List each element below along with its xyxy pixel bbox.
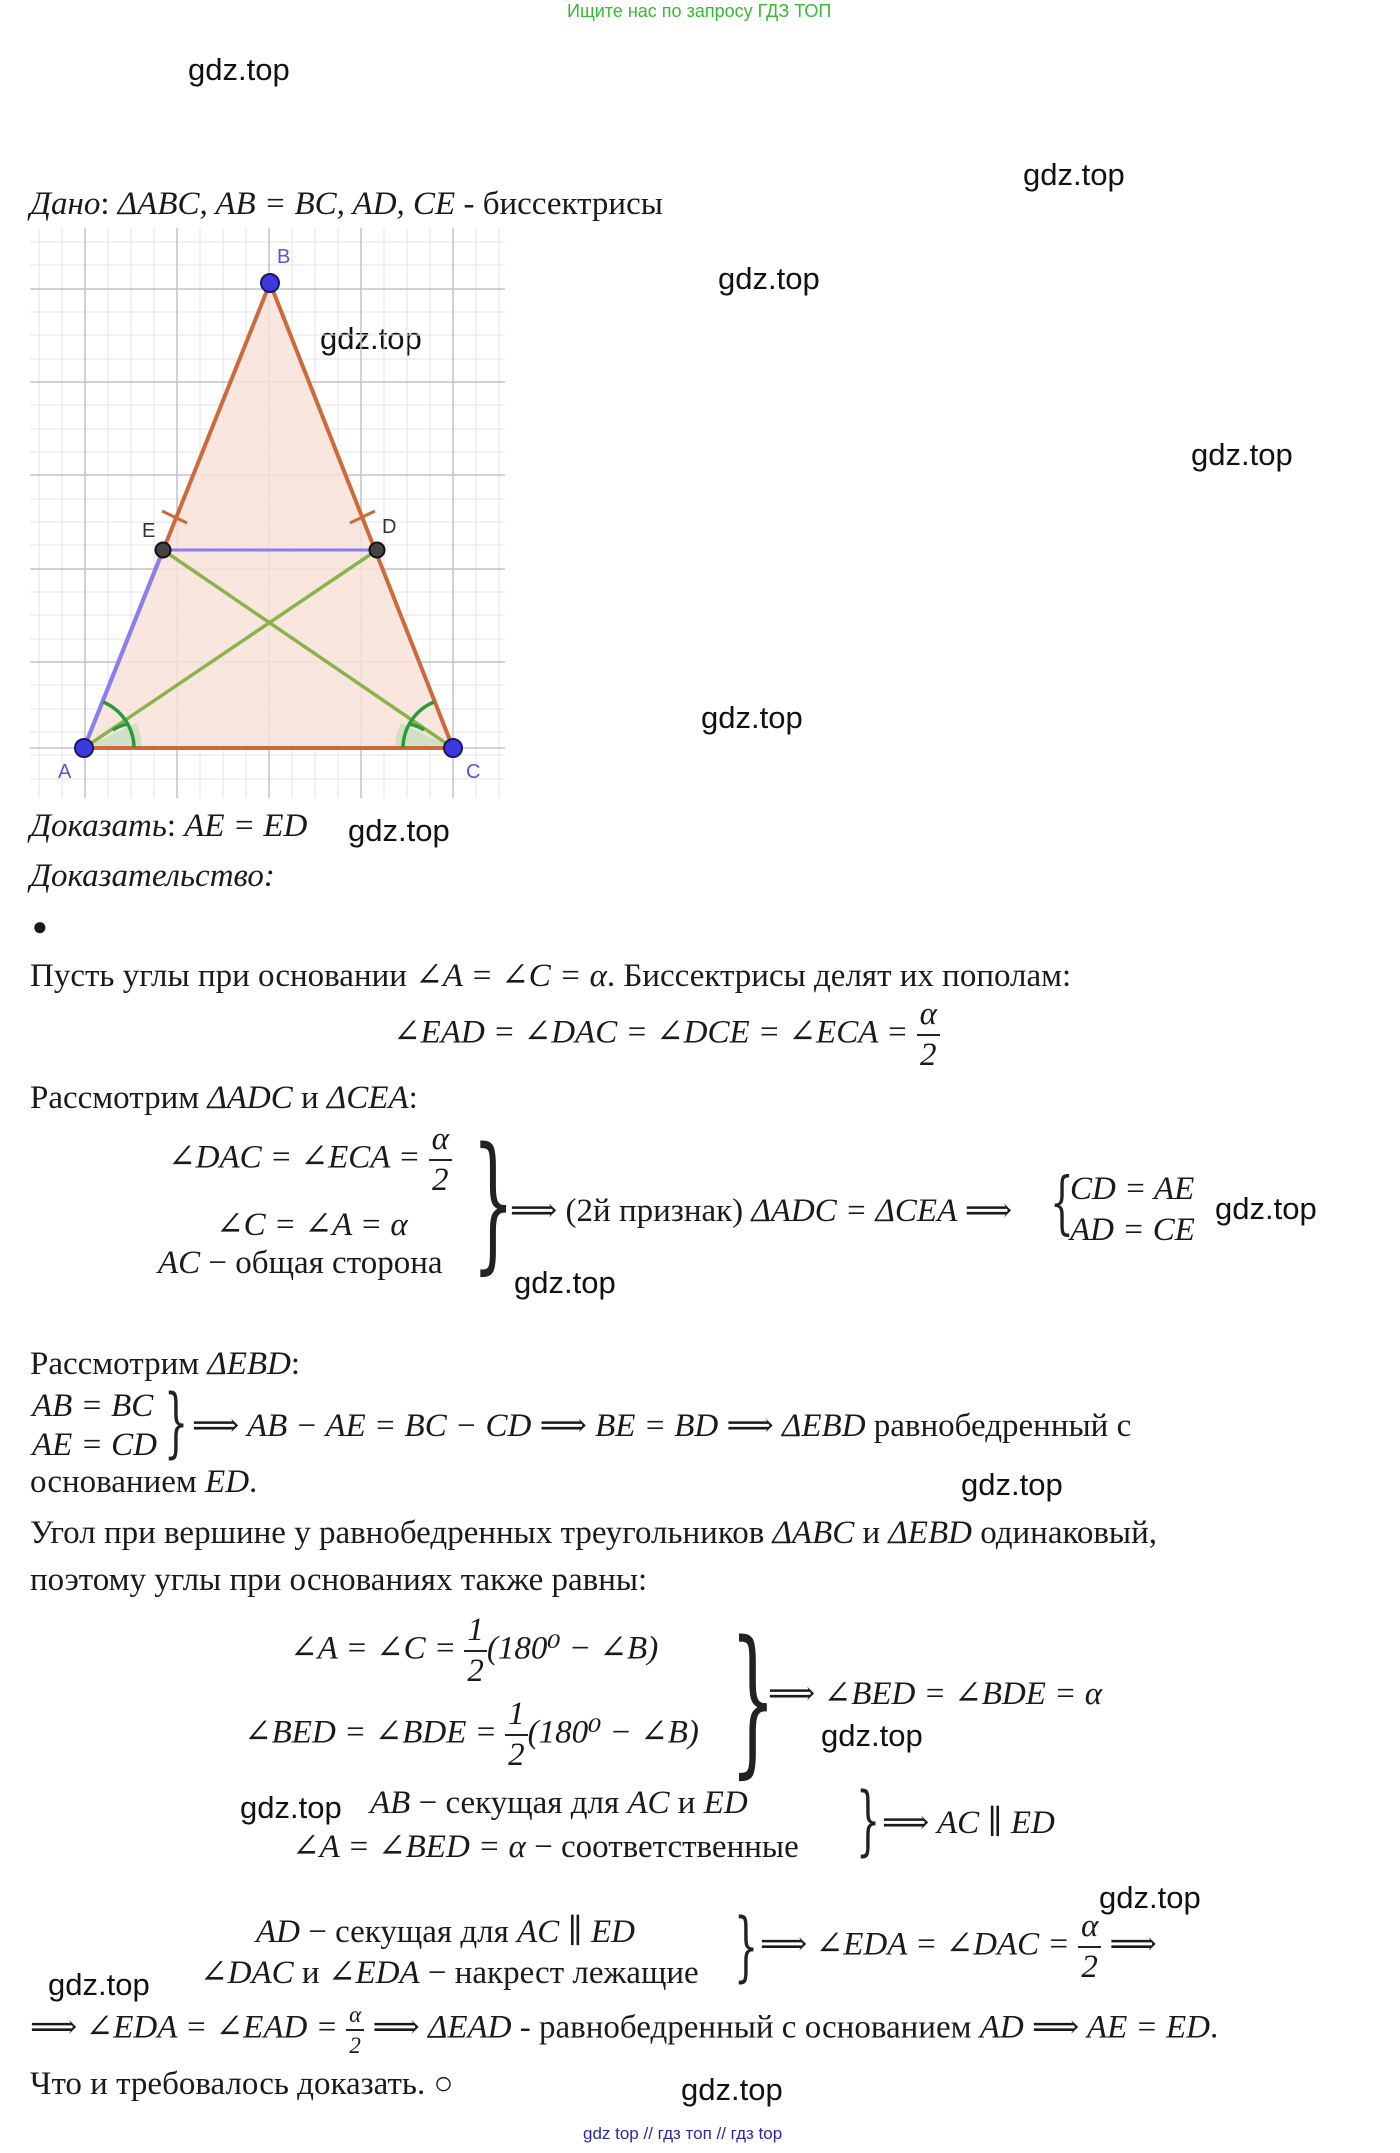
watermark-13: gdz.top — [1099, 1880, 1201, 1915]
watermark-15: gdz.top — [681, 2072, 783, 2107]
consider-1: Рассмотрим ΔADC и ΔCEA: — [30, 1080, 418, 1116]
point-d[interactable] — [370, 543, 385, 558]
sys5-brace: } — [734, 1901, 759, 1990]
watermark-11: gdz.top — [821, 1718, 923, 1753]
sys5-line-2: ∠DAC и ∠EDA − накрест лежащие — [200, 1955, 699, 1991]
watermark-5: gdz.top — [1191, 437, 1293, 472]
watermark-9: gdz.top — [514, 1265, 616, 1300]
consider-2: Рассмотрим ΔEBD: — [30, 1346, 301, 1382]
sys4-brace: } — [856, 1775, 881, 1864]
sys3-brace: } — [730, 1606, 776, 1793]
sys4-line-1: AB − секущая для AC и ED — [370, 1785, 748, 1821]
sys5-result: ⟹ ∠EDA = ∠DAC = $\frac{\alpha}{2}$ ⟹ — [760, 1908, 1157, 1985]
sys2-result: ⟹ AB − AE = BC − CD ⟹ BE = BD ⟹ ΔEBD равнобедренный с — [192, 1408, 1132, 1444]
watermark-7: gdz.top — [348, 813, 450, 848]
sys3-result: ⟹ ∠BED = ∠BDE = α — [768, 1676, 1103, 1712]
given-math: ΔABC, AB = BC, AD, CE — [117, 186, 456, 222]
sys4-result: ⟹ AC ∥ ED — [882, 1805, 1055, 1841]
sys1-res-line-2: AD = CE — [1070, 1212, 1195, 1248]
label-d: D — [382, 516, 397, 538]
given-line: Дано: ΔABC, AB = BC, AD, CE - биссектрисы — [30, 186, 663, 222]
prove-line: Доказать: AE = ED — [30, 808, 308, 844]
watermark-1: gdz.top — [188, 52, 290, 87]
given-label: Дано — [30, 186, 101, 222]
paragraph-1: Пусть углы при основании ∠A = ∠C = α. Биссектрисы делят их пополам: — [30, 958, 1072, 994]
final-line: ⟹ ∠EDA = ∠EAD = $\frac{\alpha}{2}$ ⟹ ΔEAD - равнобедренный с основанием AD ⟹ AE = ED. — [30, 2002, 1219, 2058]
sys1-line-3: AC − общая сторона — [158, 1245, 443, 1281]
point-c[interactable] — [444, 739, 462, 757]
label-a: A — [58, 761, 72, 783]
sys3-line-1: ∠A = ∠C = $\frac{1}{2}$ (180⁰ − ∠B) — [290, 1612, 659, 1689]
watermark-8: gdz.top — [1215, 1191, 1317, 1226]
watermark-4: gdz.top — [320, 321, 422, 356]
sys2-line-base: основанием ED. — [30, 1464, 258, 1500]
given-text: - биссектрисы — [455, 186, 663, 222]
footer-links[interactable]: gdz top // гдз топ // гдз top — [583, 2124, 783, 2143]
top-banner[interactable]: Ищите нас по запросу ГДЗ ТОП — [567, 1, 832, 21]
label-e: E — [142, 520, 156, 542]
sys5-line-1: AD − секущая для AC ∥ ED — [256, 1914, 635, 1950]
proof-label: Доказательство: — [30, 858, 275, 894]
sys4-line-2: ∠A = ∠BED = α − соответственные — [292, 1829, 799, 1865]
equation-1: ∠EAD = ∠DAC = ∠DCE = ∠ECA = $\frac{\alpha}{2}$ — [393, 998, 940, 1072]
watermark-12: gdz.top — [240, 1790, 342, 1825]
paragraph-2-line-2: поэтому углы при основаниях также равны: — [30, 1562, 648, 1598]
sys2-brace: } — [164, 1377, 189, 1466]
sys1-line-1: ∠DAC = ∠ECA = $\frac{\alpha}{2}$ — [168, 1123, 452, 1197]
qed-line: Что и требовалось доказать. ○ — [30, 2066, 454, 2102]
sys2-line-1: AB = BC — [32, 1388, 154, 1424]
watermark-2: gdz.top — [1023, 157, 1125, 192]
triangle-figure — [30, 228, 510, 803]
watermark-6: gdz.top — [701, 700, 803, 735]
paragraph-2-line-1: Угол при вершине у равнобедренных треугольников ΔABC и ΔEBD одинаковый, — [30, 1515, 1158, 1551]
point-e[interactable] — [156, 543, 171, 558]
point-b[interactable] — [261, 274, 279, 292]
sys1-right-brace: } — [472, 1116, 515, 1288]
prove-label: Доказать — [30, 808, 167, 844]
bullet: ● — [32, 912, 48, 941]
sys1-line-2: ∠C = ∠A = α — [216, 1207, 408, 1243]
triangle-fill — [84, 283, 453, 748]
sys2-line-2: AE = CD — [32, 1427, 157, 1463]
label-c: C — [466, 761, 481, 783]
watermark-3: gdz.top — [718, 261, 820, 296]
sys1-res-line-1: CD = AE — [1070, 1171, 1195, 1207]
sys1-left-brace: { — [1050, 1164, 1074, 1243]
sys3-line-2: ∠BED = ∠BDE = $\frac{1}{2}$ (180⁰ − ∠B) — [244, 1696, 699, 1773]
sys1-result: ⟹ (2й признак) ΔADC = ΔCEA ⟹ — [510, 1193, 1013, 1229]
watermark-10: gdz.top — [961, 1467, 1063, 1502]
watermark-14: gdz.top — [48, 1967, 150, 2002]
prove-math: AE = ED — [184, 808, 308, 844]
point-a[interactable] — [75, 739, 93, 757]
label-b: B — [277, 246, 291, 268]
